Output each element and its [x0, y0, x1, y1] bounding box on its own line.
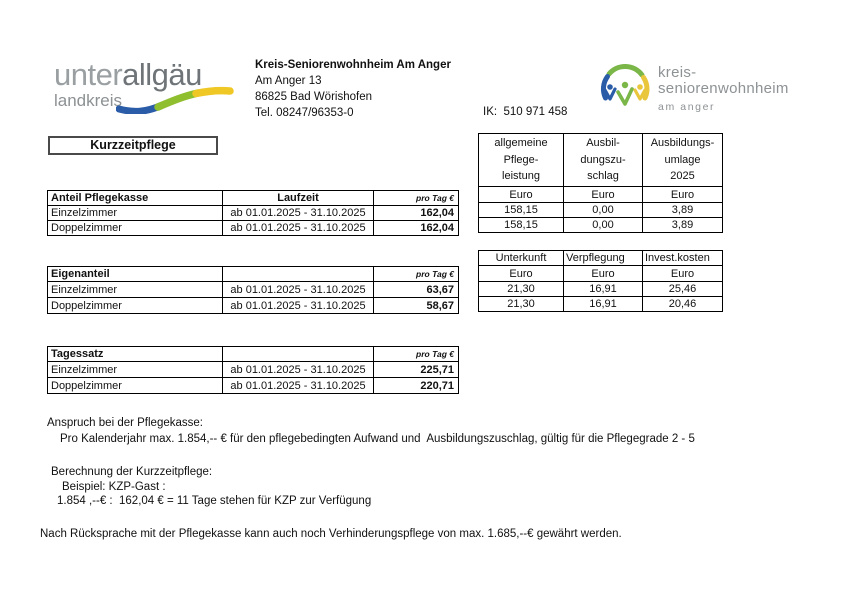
unit-cell: Euro: [643, 266, 723, 282]
amount-cell: 158,15: [479, 203, 564, 218]
note-berechnung-formel: 1.854 ,--€ : 162,04 € = 11 Tage stehen für KZP zur Verfügung: [57, 495, 372, 507]
header-line: Pflege-: [503, 153, 539, 166]
note-berechnung-beispiel: Beispiel: KZP-Gast :: [62, 481, 166, 493]
header-cell: Anteil Pflegekasse: [48, 191, 223, 206]
header-line: leistung: [502, 170, 540, 183]
header-cell: [643, 134, 723, 187]
table-row: [479, 218, 723, 233]
amount-cell: 16,91: [564, 297, 643, 312]
note-anspruch-title: Anspruch bei der Pflegekasse:: [47, 417, 203, 429]
unit-cell: Euro: [564, 266, 643, 282]
amount-cell: 3,89: [643, 218, 723, 233]
header-line: Ausbildungs-: [650, 137, 715, 150]
header-cell: [223, 347, 374, 362]
header-line: schlag: [587, 170, 619, 183]
table-eigenanteil: [47, 266, 459, 314]
room-type-cell: Einzelzimmer: [48, 282, 223, 298]
note-verhinderungspflege: Nach Rücksprache mit der Pflegekasse kann auch noch Verhinderungspflege von max. 1.685,--€ gewährt werden.: [40, 528, 622, 540]
amount-cell: 0,00: [564, 203, 643, 218]
unit-cell: Euro: [479, 266, 564, 282]
amount-cell: 0,00: [564, 218, 643, 233]
header-line: umlage: [664, 153, 701, 166]
table-header-row: [479, 251, 723, 266]
swoosh-ribbon-icon: [116, 86, 234, 114]
period-cell: ab 01.01.2025 - 31.10.2025: [223, 378, 374, 394]
header-cell-pro-tag: pro Tag €: [374, 191, 459, 206]
unit-row: [479, 187, 723, 203]
amount-cell: 220,71: [374, 378, 459, 394]
facility-name: Kreis-Seniorenwohnheim Am Anger: [255, 59, 451, 71]
table-header-row: [479, 134, 723, 187]
table-header-row: [48, 191, 459, 206]
header-cell: Verpflegung: [564, 251, 643, 266]
header-cell-pro-tag: pro Tag €: [374, 267, 459, 282]
header-cell: [479, 134, 564, 187]
period-cell: ab 01.01.2025 - 31.10.2025: [223, 221, 374, 236]
header-cell: Laufzeit: [223, 191, 374, 206]
period-cell: ab 01.01.2025 - 31.10.2025: [223, 362, 374, 378]
room-type-cell: Doppelzimmer: [48, 298, 223, 314]
unit-cell: Euro: [564, 187, 643, 203]
table-row: [48, 362, 459, 378]
header-cell-pro-tag: pro Tag €: [374, 347, 459, 362]
header-line: Ausbil-: [586, 137, 620, 150]
amount-cell: 162,04: [374, 206, 459, 221]
amount-cell: 20,46: [643, 297, 723, 312]
table-header-row: [48, 267, 459, 282]
period-cell: ab 01.01.2025 - 31.10.2025: [223, 298, 374, 314]
amount-cell: 16,91: [564, 282, 643, 297]
table-row: [48, 221, 459, 236]
seniorenwohnheim-wordmark: [658, 62, 789, 113]
logo-word-am-anger: am anger: [658, 101, 716, 113]
facility-phone: Tel. 08247/96353-0: [255, 107, 354, 119]
unit-cell: Euro: [479, 187, 564, 203]
header-cell: Eigenanteil: [48, 267, 223, 282]
amount-cell: 21,30: [479, 282, 564, 297]
facility-address-block: [255, 57, 451, 121]
amount-cell: 25,46: [643, 282, 723, 297]
logo-word-kreis: kreis-: [658, 64, 697, 81]
logo-word-landkreis: landkreis: [54, 91, 123, 110]
table-tagessatz: [47, 346, 459, 394]
header-cell: [223, 267, 374, 282]
logo-word-allgaeu: allgäu: [122, 57, 202, 92]
facility-street: Am Anger 13: [255, 75, 322, 87]
table-pflegeleistung-detail: [478, 133, 723, 233]
header-cell: Unterkunft: [479, 251, 564, 266]
logo-word-unter: unter: [54, 57, 123, 92]
table-row: [479, 203, 723, 218]
header-line: dungszu-: [580, 153, 626, 166]
header-line: allgemeine: [494, 137, 548, 150]
table-row: [48, 298, 459, 314]
table-unterkunft-detail: [478, 250, 723, 312]
logo-word-seniorenwohnheim: seniorenwohnheim: [658, 80, 789, 97]
header-cell: Tagessatz: [48, 347, 223, 362]
note-anspruch-text: Pro Kalenderjahr max. 1.854,-- € für den pflegebedingten Aufwand und Ausbildungszuschlag, gültig für die Pflegegrade 2 - 5: [60, 433, 695, 445]
table-row: [479, 282, 723, 297]
amount-cell: 3,89: [643, 203, 723, 218]
amount-cell: 58,67: [374, 298, 459, 314]
table-header-row: [48, 347, 459, 362]
room-type-cell: Einzelzimmer: [48, 206, 223, 221]
amount-cell: 21,30: [479, 297, 564, 312]
amount-cell: 225,71: [374, 362, 459, 378]
note-berechnung-title: Berechnung der Kurzzeitpflege:: [51, 466, 213, 478]
unit-row: [479, 266, 723, 282]
facility-city: 86825 Bad Wörishofen: [255, 91, 372, 103]
header-line: 2025: [670, 170, 695, 183]
table-row: [48, 282, 459, 298]
table-anteil-pflegekasse: [47, 190, 459, 236]
table-row: [48, 206, 459, 221]
period-cell: ab 01.01.2025 - 31.10.2025: [223, 206, 374, 221]
header-cell: [564, 134, 643, 187]
amount-cell: 63,67: [374, 282, 459, 298]
amount-cell: 158,15: [479, 218, 564, 233]
table-row: [48, 378, 459, 394]
room-type-cell: Doppelzimmer: [48, 378, 223, 394]
unterallgaeu-logo: [54, 58, 239, 110]
seniorenwohnheim-logo: [599, 62, 789, 116]
period-cell: ab 01.01.2025 - 31.10.2025: [223, 282, 374, 298]
unit-cell: Euro: [643, 187, 723, 203]
amount-cell: 162,04: [374, 221, 459, 236]
people-circle-icon: [599, 62, 651, 116]
room-type-cell: Einzelzimmer: [48, 362, 223, 378]
header-cell: Invest.kosten: [643, 251, 723, 266]
page-title: Kurzzeitpflege: [48, 136, 218, 155]
ik-number: IK: 510 971 458: [483, 106, 568, 118]
table-row: [479, 297, 723, 312]
room-type-cell: Doppelzimmer: [48, 221, 223, 236]
